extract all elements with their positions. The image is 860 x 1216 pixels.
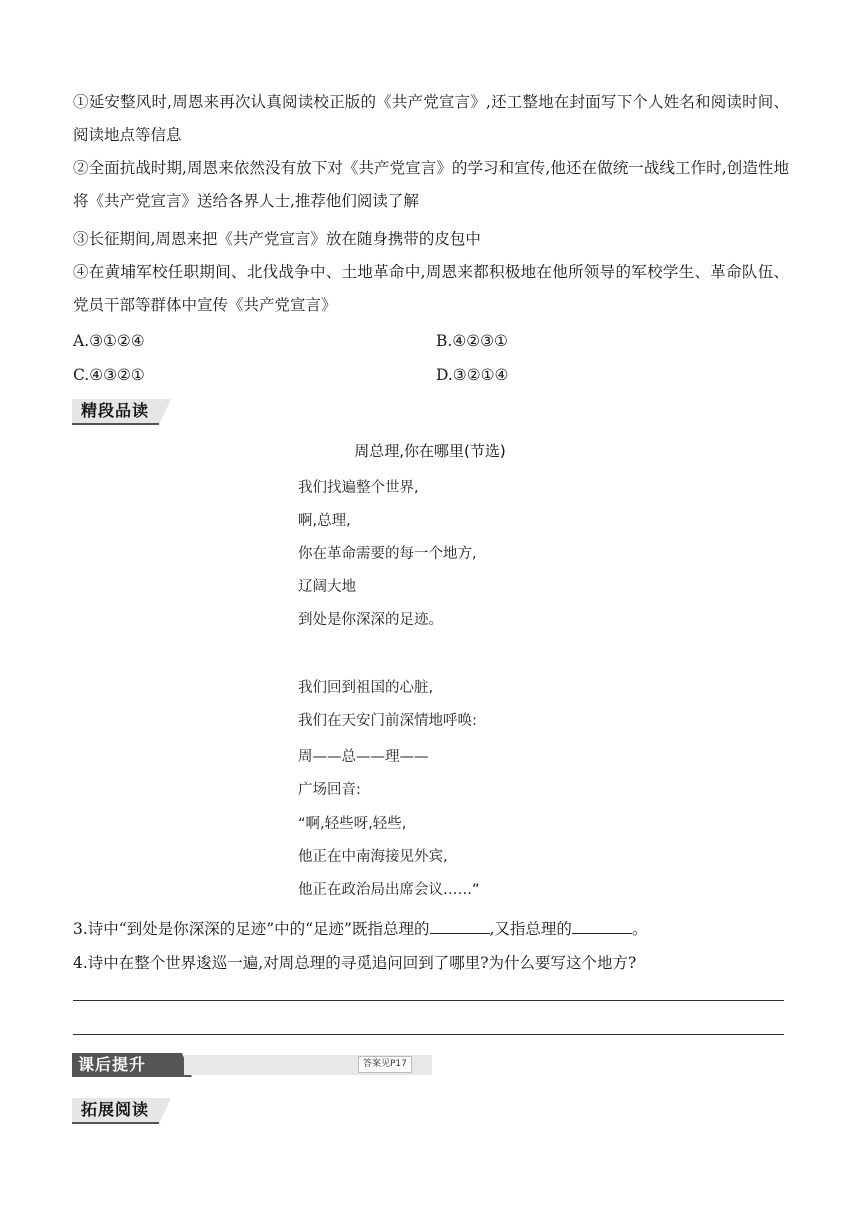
poem-line: 辽阔大地 [298,579,356,595]
option-b[interactable]: B.④②③① [436,332,508,350]
question-3-text-3: 。 [631,920,648,938]
after-class-banner [72,1053,432,1077]
poem-line: 我们找遍整个世界, [298,480,419,496]
answer-blank-2[interactable] [572,919,632,934]
item-3: ③长征期间,周恩来把《共产党宣言》放在随身携带的皮包中 [73,230,481,248]
item-1: ①延安整风时,周恩来再次认真阅读校正版的《共产党宣言》,还工整地在封面写下个人姓名和阅读时间、阅读地点等信息 [73,93,789,144]
poem-line: 啊,总理, [298,513,351,529]
item-4: ④在黄埔军校任职期间、北伐战争中、土地革命中,周恩来都积极地在他所领导的军校学生、革命队伍、党员干部等群体中宣传《共产党宣言》 [73,263,789,314]
poem-line: 我们回到祖国的心脏, [298,680,434,696]
question-3 [73,918,647,940]
poem-line: 到处是你深深的足迹。 [298,612,443,628]
poem-line: 他正在中南海接见外宾, [298,849,448,865]
answer-line-1[interactable] [73,1000,784,1001]
option-d[interactable]: D.③②①④ [436,366,509,384]
option-c[interactable]: C.④③②① [73,366,145,384]
answer-blank-1[interactable] [430,919,490,934]
poem-line: “啊,轻些呀,轻些, [298,816,407,832]
question-4: 4.诗中在整个世界逡巡一遍,对周总理的寻觅追问回到了哪里?为什么要写这个地方? [73,954,637,972]
poem-line: 你在革命需要的每一个地方, [298,546,477,562]
option-a[interactable]: A.③①②④ [73,332,145,350]
poem-line: 周——总——理—— [298,749,429,765]
section-tag-extended: 拓展阅读 [72,1098,159,1124]
question-3-text-2: ,又指总理的 [489,920,572,938]
question-3-text-1: 3.诗中“到处是你深深的足迹”中的“足迹”既指总理的 [73,920,430,938]
poem-line: 广场回音: [298,782,361,798]
poem-line: 他正在政治局出席会议……” [298,882,480,898]
banner-label: 课后提升 [72,1053,182,1077]
answer-line-2[interactable] [73,1034,784,1035]
section-tag-reading: 精段品读 [72,399,159,425]
poem-title: 周总理,你在哪里(节选) [354,442,506,460]
answer-reference: 答案见P17 [358,1056,412,1073]
poem-line: 我们在天安门前深情地呼唤: [298,713,477,729]
item-2: ②全面抗战时期,周恩来依然没有放下对《共产党宣言》的学习和宣传,他还在做统一战线工作时,创造性地将《共产党宣言》送给各界人士,推荐他们阅读了解 [73,159,789,210]
